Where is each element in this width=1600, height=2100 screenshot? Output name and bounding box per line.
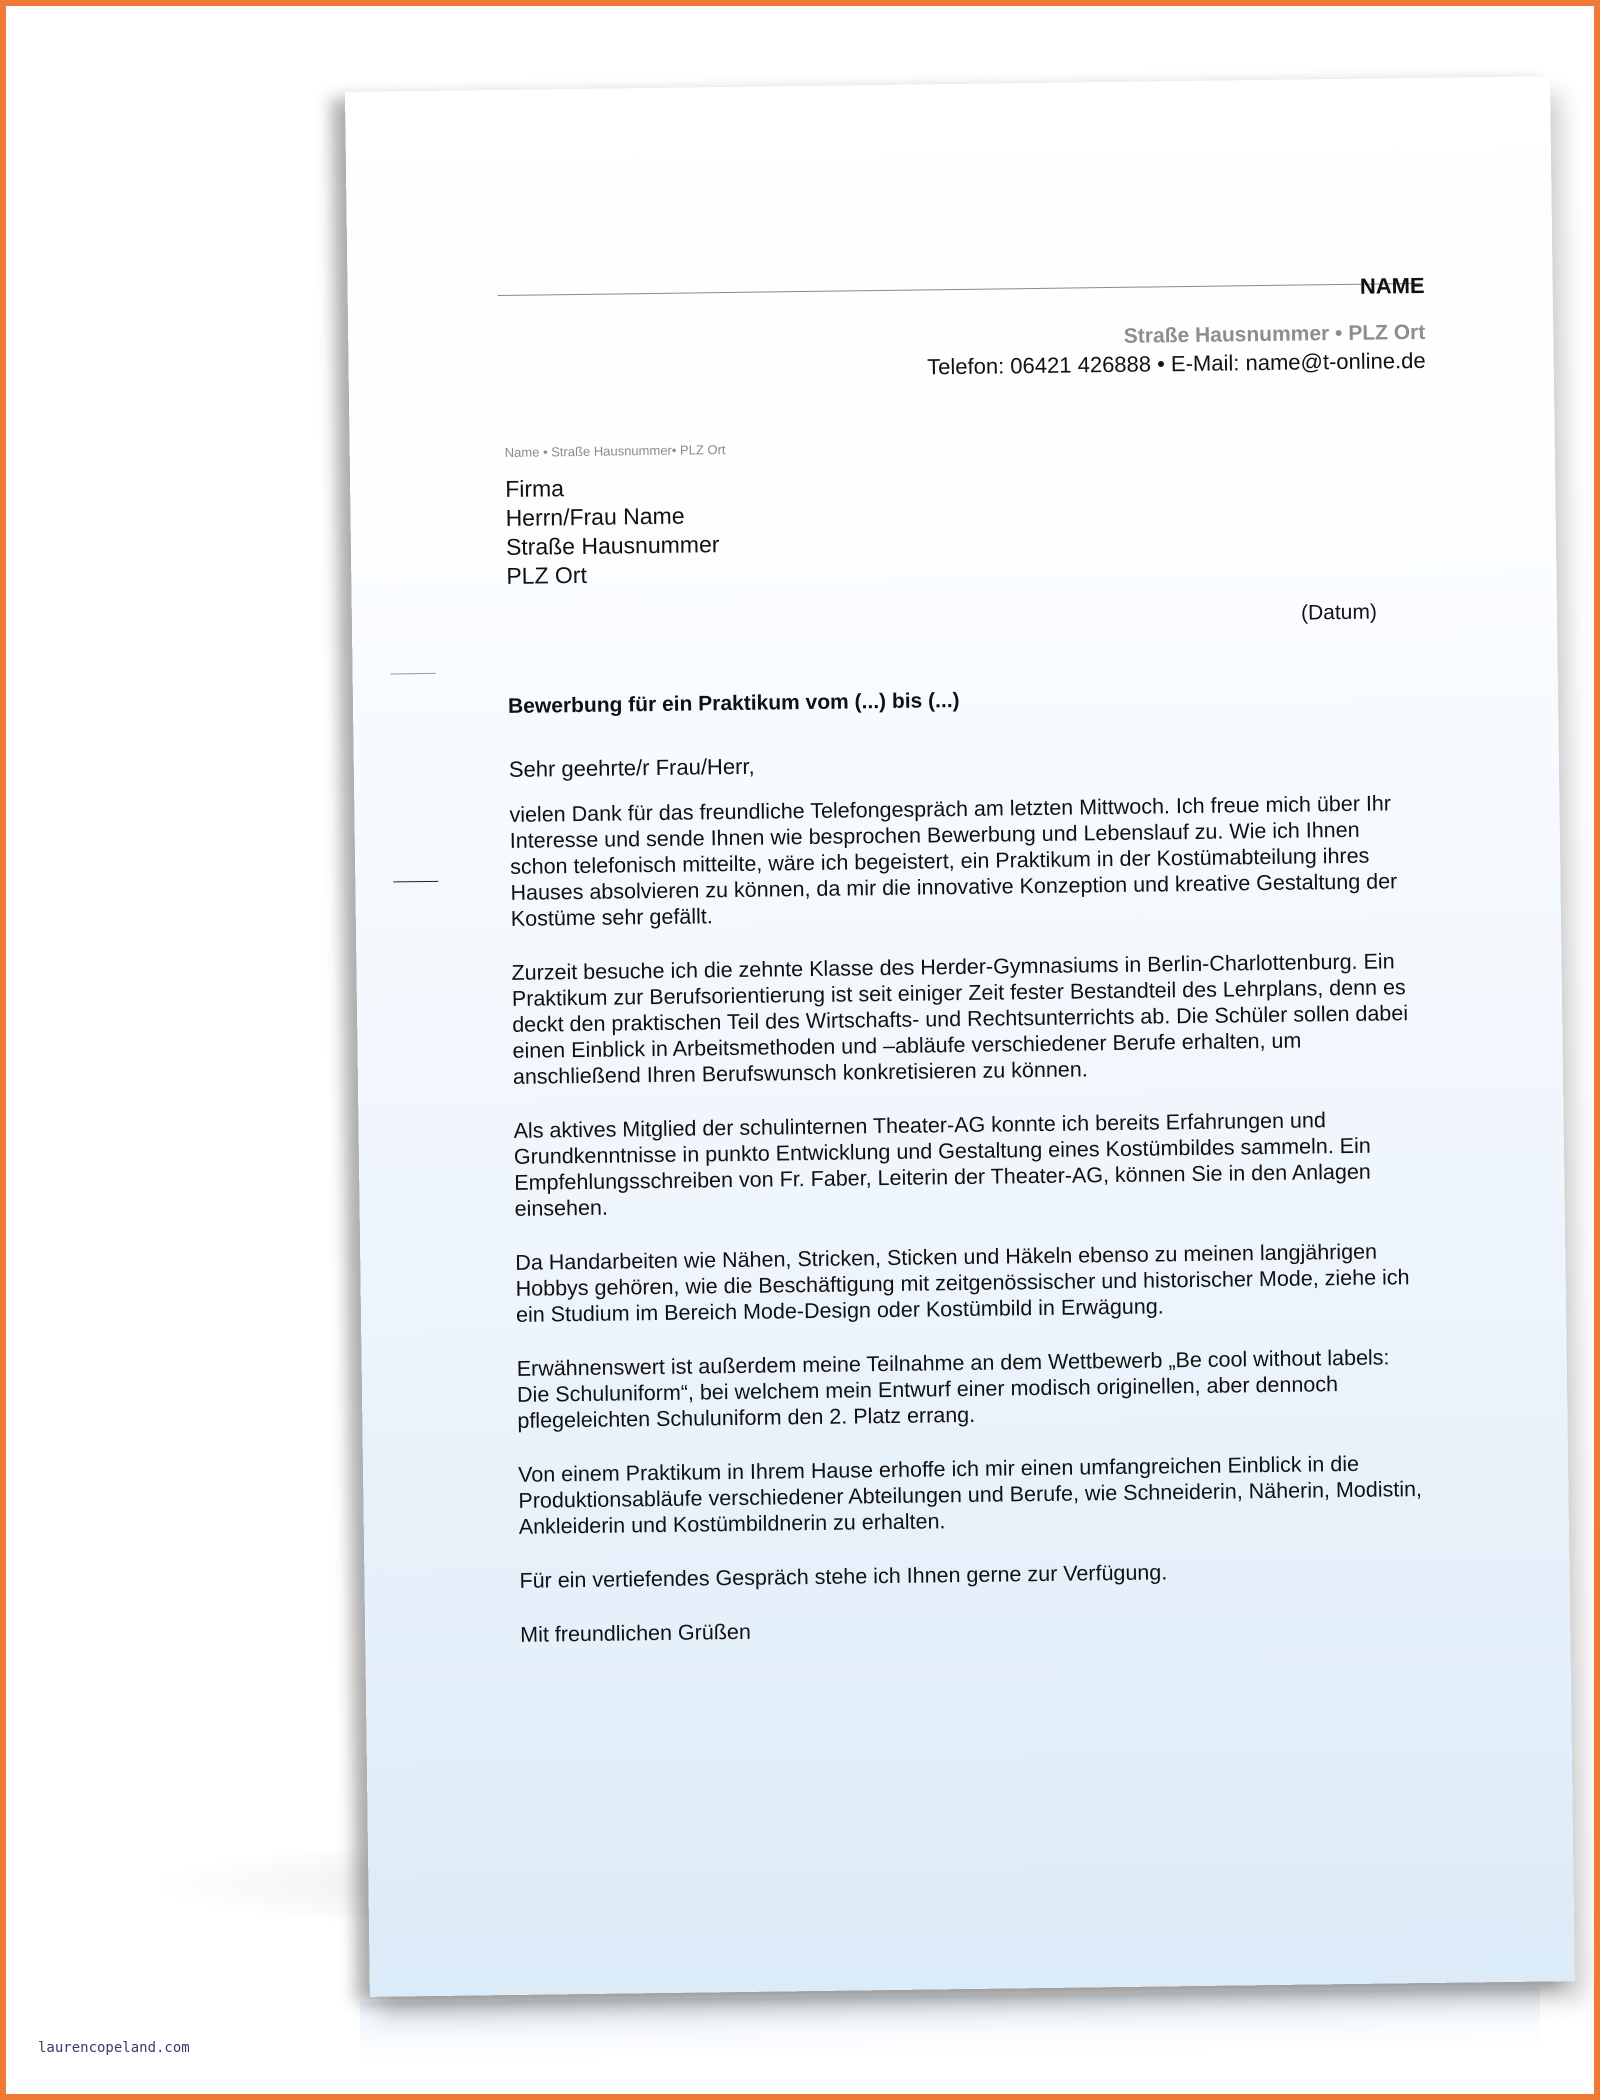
page-reflection [360, 1987, 1541, 2062]
body-line: schon telefonisch mitteilte, wäre ich begeistert, ein Praktikum in der Kostümabteilung ihres [510, 843, 1370, 879]
body-line: Erwähnenswert ist außerdem meine Teilnahme an dem Wettbewerb „Be cool without labels: [516, 1345, 1390, 1381]
header-address: Straße Hausnummer • PLZ Ort [1123, 320, 1426, 348]
fold-mark [391, 673, 436, 675]
body-line: Hobbys gehören, wie die Beschäftigung mit zeitgenössischer und historischer Mode, ziehe ich [515, 1265, 1410, 1301]
letter-subject: Bewerbung für ein Praktikum vom (...) bis (...) [507, 689, 960, 718]
letter-body [509, 790, 1423, 1648]
sender-return-line: Name • Straße Hausnummer• PLZ Ort [504, 442, 726, 460]
body-line: Für ein vertiefendes Gespräch stehe ich Ihnen gerne zur Verfügung. [519, 1560, 1168, 1593]
body-line: einen Einblick in Arbeitsmethoden und –abläufe verschiedener Berufe erhalten, um [512, 1028, 1302, 1063]
body-line: vielen Dank für das freundliche Telefongespräch am letzten Mittwoch. Ich freue mich über Ihr [509, 791, 1392, 827]
body-line: Grundkenntnisse in punkto Entwicklung und Gestaltung eines Kostümbildes sammeln. Ein [513, 1133, 1371, 1169]
body-paragraph [519, 1556, 1419, 1594]
body-line: Praktikum zur Berufsorientierung ist seit einiger Zeit fester Bestandteil des Lehrplans, denn es [511, 975, 1406, 1011]
recipient-company: Firma [505, 475, 565, 502]
body-line: Zurzeit besuche ich die zehnte Klasse des Herder-Gymnasiums in Berlin-Charlottenburg. Ein [511, 949, 1395, 985]
body-line: Von einem Praktikum in Ihrem Hause erhoffe ich mir einen umfangreichen Einblick in die [517, 1451, 1360, 1487]
body-paragraph [515, 1238, 1416, 1328]
recipient-city: PLZ Ort [506, 561, 588, 589]
body-line: Empfehlungsschreiben von Fr. Faber, Leiterin der Theater-AG, können Sie in den Anlagen [514, 1159, 1371, 1195]
source-watermark: laurencopeland.com [38, 2040, 190, 2056]
body-line: Ankleiderin und Kostümbildnerin zu erhalten. [518, 1509, 946, 1539]
header-contact: Telefon: 06421 426888 • E-Mail: name@t-online.de [927, 347, 1426, 380]
body-paragraph [511, 948, 1413, 1090]
body-paragraph [513, 1106, 1414, 1222]
body-line: ein Studium im Bereich Mode-Design oder Kostümbild in Erwägung. [515, 1294, 1164, 1327]
body-line: Kostüme sehr gefällt. [510, 904, 713, 931]
letter-closing: Mit freundlichen Grüßen [520, 1619, 751, 1647]
letter-date: (Datum) [1300, 600, 1378, 625]
body-line: Interesse und sende Ihnen wie besprochen Bewerbung und Lebenslauf zu. Wie ich Ihnen [509, 817, 1360, 853]
letter-page [345, 76, 1575, 1997]
header-rule [498, 283, 1423, 296]
body-paragraph [509, 790, 1411, 932]
recipient-person: Herrn/Frau Name [505, 502, 685, 531]
body-line: anschließend Ihren Berufswunsch konkretisieren zu können. [512, 1057, 1088, 1089]
recipient-block [505, 472, 720, 591]
body-line: Da Handarbeiten wie Nähen, Stricken, Sticken und Häkeln ebenso zu meinen langjährigen [515, 1239, 1378, 1275]
header-name: NAME [1359, 272, 1425, 299]
body-line: einsehen. [514, 1195, 609, 1221]
recipient-street: Straße Hausnummer [505, 531, 720, 560]
body-line: deckt den praktischen Teil des Wirtschafts- und Rechtsunterrichts ab. Die Schüler sollen dabei [512, 1001, 1409, 1037]
body-paragraph [517, 1450, 1423, 1540]
body-line: Hauses absolvieren zu können, da mir die innovative Konzeption und kreative Gestaltung der [510, 869, 1398, 905]
letter-salutation: Sehr geehrte/r Frau/Herr, [508, 753, 755, 782]
body-line: Produktionsabläufe verschiedener Abteilungen und Berufe, wie Schneiderin, Näherin, Modistin, [518, 1477, 1423, 1513]
body-line: Als aktives Mitglied der schulinternen Theater-AG konnte ich bereits Erfahrungen und [513, 1108, 1326, 1143]
body-line: Die Schuluniform“, bei welchem mein Entwurf einer modisch originellen, aber dennoch [516, 1372, 1339, 1407]
body-line: pflegeleichten Schuluniform den 2. Platz errang. [517, 1402, 976, 1433]
punch-mark [393, 881, 438, 883]
body-paragraph [517, 1344, 1418, 1434]
